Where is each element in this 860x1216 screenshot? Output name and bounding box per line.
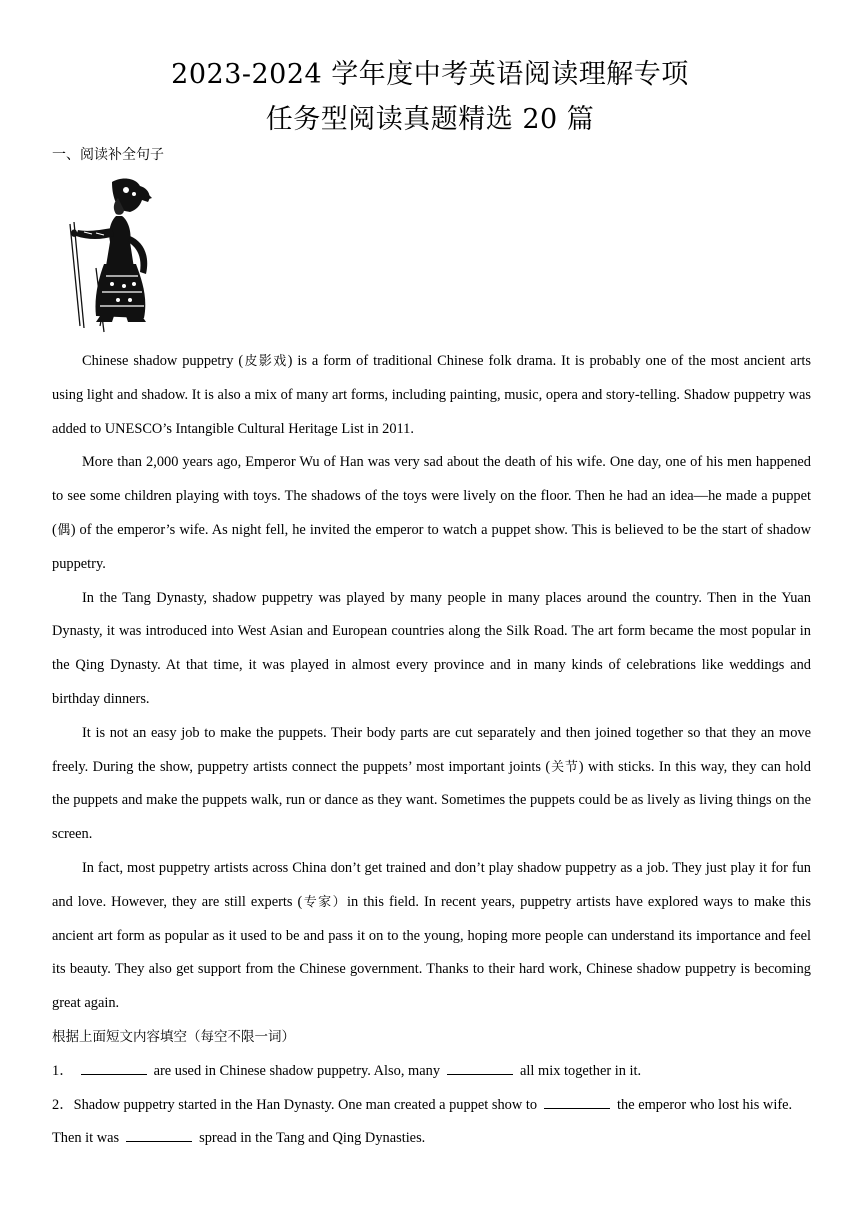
paragraph-2: More than 2,000 years ago, Emperor Wu of Han was very sad about the death of his wife. One day, one of his men happened to see some children playing with toys. The shadows of the toys were lively on the floor. Then he had an idea—he made a puppet (偶) of the emperor’s wife. As night fell, he invited the emperor to watch a puppet show. This is believed to be the start of shadow puppetry. [52,454,811,572]
instruction-text: 根据上面短文内容填空（每空不限一词） [52,1028,295,1045]
reading-passage [52,345,811,1156]
document-title-line-2: 任务型阅读真题精选 20 篇 [265,104,595,135]
paragraph-1: Chinese shadow puppetry (皮影戏) is a form of traditional Chinese folk drama. It is probably one of the most ancient arts using light and shadow. It is also a mix of many art forms, including painting, music, opera and story-telling. Shadow puppetry was added to UNESCO’s Intangible Cultural Heritage List in 2011. [52,353,811,437]
answer-blank[interactable] [126,1129,192,1142]
question-1: 1． are used in Chinese shadow puppetry. Also, many all mix together in it. [52,1062,642,1079]
answer-blank[interactable] [81,1062,147,1075]
paragraph-3: In the Tang Dynasty, shadow puppetry was played by many people in many places around the country. Then in the Yuan Dynasty, it was introduced into West Asian and European countries along the Silk Road. The art form became the most popular in the Qing Dynasty. At that time, it was played in almost every province and in many kinds of celebrations like weddings and birthday dinners. [52,589,811,707]
paragraph-4: It is not an easy job to make the puppets. Their body parts are cut separately and then joined together so that they an move freely. During the show, puppetry artists connect the puppets’ most important joints (关节) with sticks. In this way, they can hold the puppets and make the puppets walk, run or dance as they want. Sometimes the puppets could be as lively as living things on the screen. [52,724,811,843]
question-2: 2．Shadow puppetry started in the Han Dynasty. One man created a puppet show to the emperor who lost his wife. Then it was spread in the Tang and Qing Dynasties. [52,1096,793,1147]
paragraph-5: In fact, most puppetry artists across China don’t get trained and don’t play shadow puppetry as a job. They just play it for fun and love. However, they are still experts (专家）in this field. In recent years, puppetry artists have explored ways to make this ancient art form as popular as it used to be and pass it on to the young, hoping more people can understand its importance and feel its beauty. They also get support from the Chinese government. Thanks to their hard work, Chinese shadow puppetry is becoming great again. [52,859,811,1012]
shadow-puppet-icon [60,176,180,334]
section-heading: 一、阅读补全句子 [52,147,164,163]
answer-blank[interactable] [544,1096,610,1109]
answer-blank[interactable] [447,1062,513,1075]
document-title-line-1: 2023-2024 学年度中考英语阅读理解专项 [171,59,689,90]
